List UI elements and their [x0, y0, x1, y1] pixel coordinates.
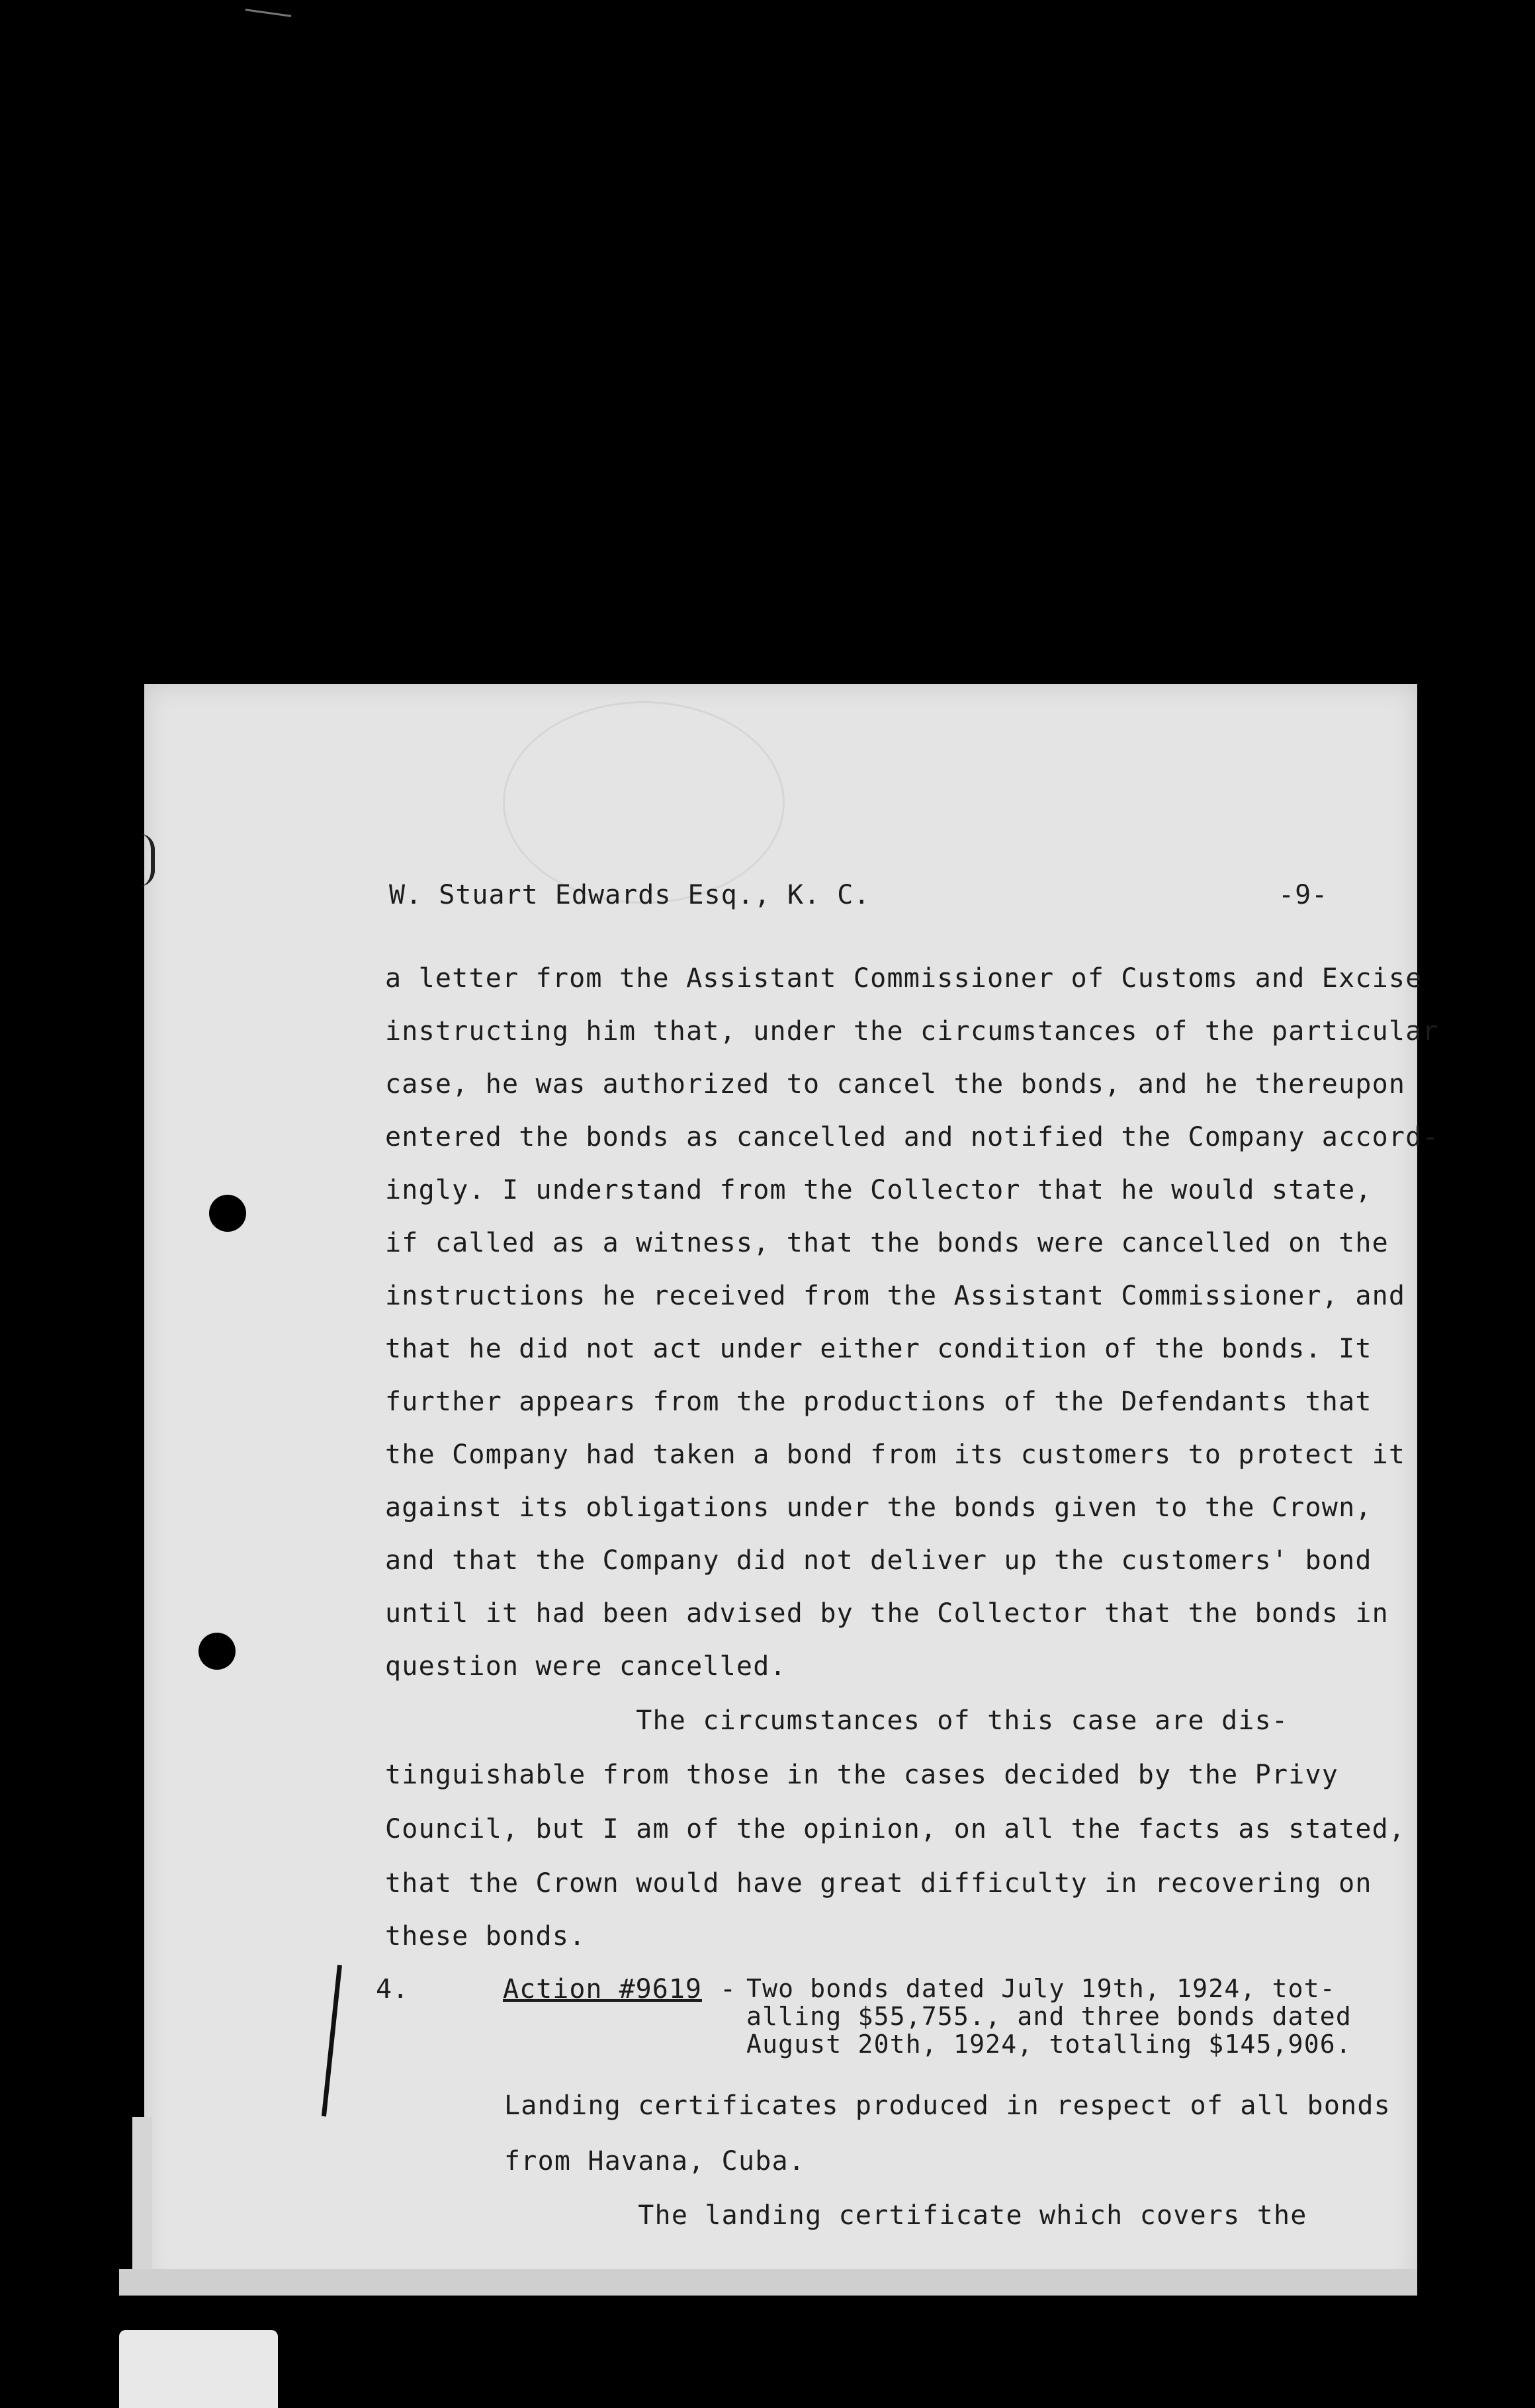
body-line: Council, but I am of the opinion, on all the facts as stated, [385, 1814, 1406, 1844]
item-number: 4. [376, 1974, 410, 2004]
landing-line: The landing certificate which covers the [504, 2200, 1307, 2231]
header-addressee: W. Stuart Edwards Esq., K. C. [389, 880, 871, 910]
body-line: entered the bonds as cancelled and notified the Company accord- [385, 1122, 1439, 1152]
description-line: August 20th, 1924, totalling $145,906. [746, 2030, 1352, 2059]
body-line: if called as a witness, that the bonds were cancelled on the [385, 1228, 1389, 1258]
page-bottom-edge [119, 2269, 1417, 2296]
landing-line: Landing certificates produced in respect of all bonds [504, 2090, 1391, 2121]
body-line: the Company had taken a bond from its customers to protect it [385, 1440, 1406, 1470]
body-line: ingly. I understand from the Collector that he would state, [385, 1175, 1372, 1205]
body-line: question were cancelled. [385, 1651, 787, 1682]
faint-seal-watermark [503, 701, 785, 904]
punch-hole-bottom [198, 1633, 236, 1670]
body-line: case, he was authorized to cancel the bonds, and he thereupon [385, 1069, 1406, 1099]
clip-bracket-mark [139, 834, 155, 886]
action-reference: Action #9619 [503, 1974, 702, 2004]
body-line: instructions he received from the Assistant Commissioner, and [385, 1281, 1406, 1311]
body-line: until it had been advised by the Collector that the bonds in [385, 1598, 1389, 1629]
body-line: that the Crown would have great difficulty in recovering on [385, 1868, 1372, 1899]
body-line: The circumstances of this case are dis- [385, 1705, 1289, 1736]
punch-hole-top [209, 1195, 246, 1232]
body-line: a letter from the Assistant Commissioner of Customs and Excise [385, 963, 1423, 994]
item-dash: - [720, 1974, 737, 2004]
description-line: Two bonds dated July 19th, 1924, tot- [746, 1974, 1336, 2003]
body-line: further appears from the productions of the Defendants that [385, 1387, 1372, 1417]
body-line: and that the Company did not deliver up the customers' bond [385, 1545, 1372, 1576]
landing-line: from Havana, Cuba. [504, 2146, 806, 2176]
body-line: these bonds. [385, 1921, 586, 1952]
body-line: tinguishable from those in the cases decided by the Privy [385, 1760, 1339, 1790]
body-line: against its obligations under the bonds given to the Crown, [385, 1492, 1372, 1523]
description-line: alling $55,755., and three bonds dated [746, 2002, 1352, 2031]
index-tab-card [119, 2330, 278, 2408]
body-line: that he did not act under either condition of the bonds. It [385, 1334, 1372, 1364]
page-number: -9- [1278, 880, 1329, 910]
body-line: instructing him that, under the circumstances of the particular [385, 1016, 1439, 1047]
